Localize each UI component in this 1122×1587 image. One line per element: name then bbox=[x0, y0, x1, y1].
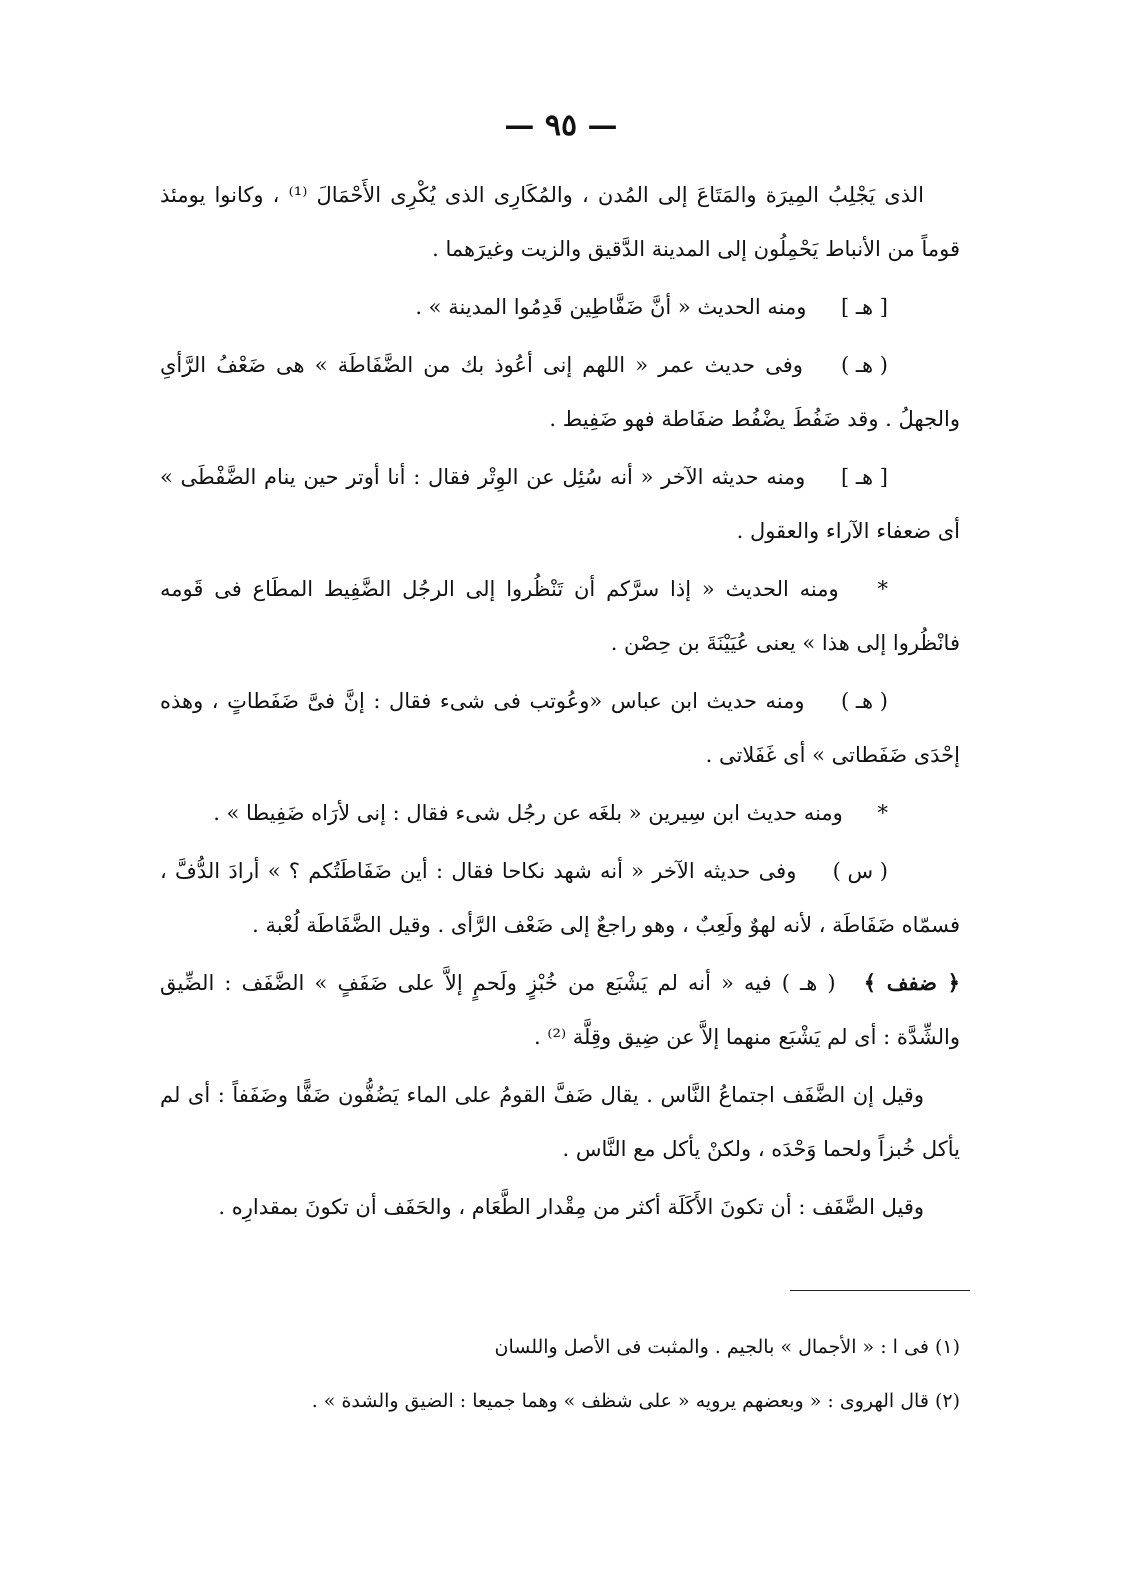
page-number: — ٩٥ — bbox=[504, 108, 618, 143]
paragraph-9 bbox=[160, 956, 960, 1064]
paragraph-6-text: ومنه حديث ابن عباس «وعُوتب فى شىء فقال : إنَّ فىَّ ضَفَطاتٍ ، وهذه إحْدَى ضَفَطاتى » أى غَفَلاتى . bbox=[160, 689, 960, 767]
paragraph-11-text: وقيل الضَّفَف : أن تكونَ الأَكَلَة أكثر من مِقْدار الطَّعَام ، والحَفَف أن تكونَ بمقدارِه . bbox=[218, 1195, 924, 1219]
source-tag: [ هـ ] bbox=[841, 295, 888, 319]
paragraph-2-text: ومنه الحديث « أنَّ ضَفَّاطِين قَدِمُوا المدينة » . bbox=[415, 295, 807, 319]
paragraph-4-text: ومنه حديثه الآخر « أنه سُئِل عن الوِتْر فقال : أنا أوتر حين ينام الضَّفْطَى » أى ضعفاء الآراء والعقول . bbox=[160, 465, 960, 543]
paragraph-3-text: وفى حديث عمر « اللهم إنى أعُوذ بك من الضَّفَاطَة » هى ضَعْفُ الرَّأىِ والجهلُ . وقد ضَفُطَ يضْفُط ضفَاطة فهو ضَفِيط . bbox=[160, 353, 960, 431]
paragraph-5-text: ومنه الحديث « إذا سرَّكم أن تَنْظُروا إلى الرجُل الضَّفِيط المطَاع فى قَومه فانْظُروا إلى هذا » يعنى عُيَيْنَةَ بن حِصْن . bbox=[160, 577, 960, 655]
source-tag: ( هـ ) bbox=[841, 353, 888, 377]
source-tag: ( س ) bbox=[832, 859, 888, 883]
body-text bbox=[160, 168, 960, 1238]
paragraph-9-text: ( هـ ) فيه « أنه لم يَشْبَع من خُبْزٍ ولَحمٍ إلاَّ على ضَفَفٍ » الضَّفَف : الضِّيق والشِّدَّة : أى لم يَشْبَع منهما إلاَّ عن ضِيق وقِلَّة ⁽²⁾ . bbox=[160, 971, 960, 1049]
paragraph-8-text: وفى حديثه الآخر « أنه شهد نكاحا فقال : أين ضَفَاطَتُكم ؟ » أرادَ الدُّفَّ ، فسمّاه ضَفَاطَة ، لأنه لهوٌ ولَعِبٌ ، وهو راجعٌ إلى ضَعْف الرَّأى . وقيل الضَّفَاطَة لُعْبة . bbox=[160, 859, 960, 937]
footnotes bbox=[240, 1325, 960, 1433]
source-tag: [ هـ ] bbox=[841, 465, 888, 489]
paragraph-11 bbox=[160, 1180, 960, 1234]
paragraph-10 bbox=[160, 1068, 960, 1176]
entry-headword: ﴿ ضفف ﴾ bbox=[863, 970, 960, 995]
footnote-2: (٢) قال الهروى : « وبعضهم يرويه « على شظف » وهما جميعا : الضيق والشدة » . bbox=[311, 1390, 960, 1412]
paragraph-7-text: ومنه حديث ابن سِيرين « بلغَه عن رجُل شىء فقال : إنى لأرَاه ضَفِيطا » . bbox=[213, 801, 843, 825]
paragraph-2 bbox=[160, 280, 960, 334]
paragraph-6 bbox=[160, 674, 960, 782]
paragraph-4 bbox=[160, 450, 960, 558]
footnote-divider bbox=[790, 1290, 970, 1291]
asterisk-marker: * bbox=[877, 577, 888, 601]
paragraph-7 bbox=[160, 786, 960, 840]
source-tag: ( هـ ) bbox=[841, 689, 888, 713]
paragraph-5 bbox=[160, 562, 960, 670]
paragraph-1 bbox=[160, 168, 960, 276]
paragraph-8 bbox=[160, 844, 960, 952]
paragraph-10-text: وقيل إن الضَّفَف اجتماعُ النَّاس . يقال ضَفَّ القومُ على الماء يَضُفُّون ضَفًّا وضَفَفاً : أى لم يأكل خُبزاً ولحما وَحْدَه ، ولكنْ يأكل مع النَّاس . bbox=[160, 1083, 960, 1161]
paragraph-1-text: الذى يَجْلِبُ المِيرَة والمَتَاعَ إلى المُدن ، والمُكَارِى الذى يُكْرِى الأَحْمَالَ ⁽¹⁾ ، وكانوا يومئذ قوماً من الأنباط يَحْمِلُون إلى المدينة الدَّقيق والزيت وغيرَهما . bbox=[160, 183, 960, 261]
asterisk-marker: * bbox=[877, 801, 888, 825]
footnote-1: (١) فى ا : « الأجمال » بالجيم . والمثبت فى الأصل واللسان bbox=[494, 1336, 960, 1358]
paragraph-3 bbox=[160, 338, 960, 446]
